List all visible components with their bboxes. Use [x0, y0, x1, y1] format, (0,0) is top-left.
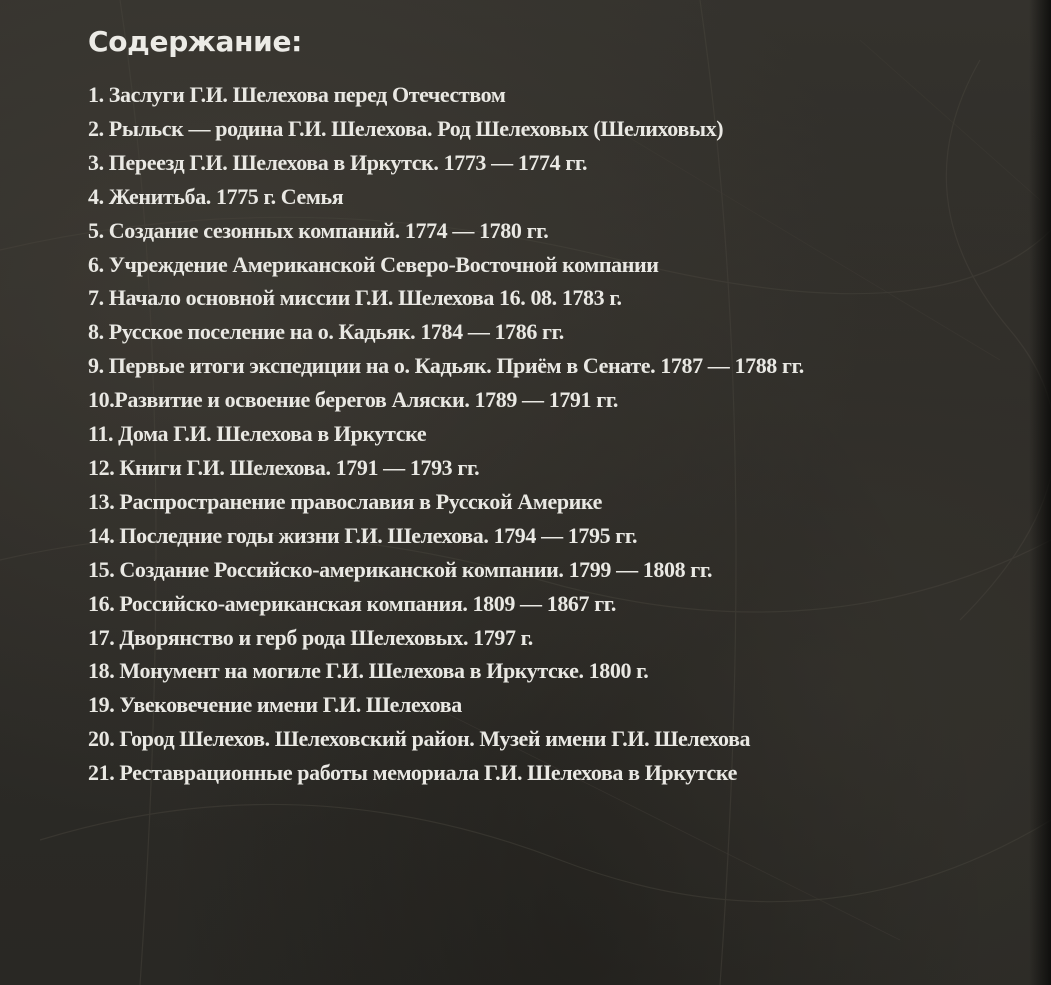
toc-item-16: 16. Российско-американская компания. 1809 — 1867 гг. [88, 590, 617, 616]
toc-item-11: 11. Дома Г.И. Шелехова в Иркутске [88, 421, 427, 447]
toc-item-20: 20. Город Шелехов. Шелеховский район. Музей имени Г.И. Шелехова [88, 726, 751, 752]
toc-item-15: 15. Создание Российско-американской компании. 1799 — 1808 гг. [88, 556, 713, 582]
toc-item-19: 19. Увековечение имени Г.И. Шелехова [88, 692, 462, 718]
toc-item-17: 17. Дворянство и герб рода Шелеховых. 1797 г. [88, 624, 533, 650]
toc-item-7: 7. Начало основной миссии Г.И. Шелехова 16. 08. 1783 г. [88, 285, 622, 311]
toc-item-10: 10.Развитие и освоение берегов Аляски. 1789 — 1791 гг. [88, 387, 619, 413]
book-edge-shadow [1029, 0, 1051, 985]
toc-item-3: 3. Переезд Г.И. Шелехова в Иркутск. 1773 — 1774 гг. [88, 149, 588, 175]
toc-item-13: 13. Распространение православия в Русской Америке [88, 488, 603, 514]
toc-item-4: 4. Женитьба. 1775 г. Семья [88, 183, 344, 209]
table-of-contents [88, 22, 1018, 790]
toc-list [88, 78, 1018, 790]
toc-item-2: 2. Рыльск — родина Г.И. Шелехова. Род Шелеховых (Шелиховых) [88, 115, 724, 141]
toc-item-14: 14. Последние годы жизни Г.И. Шелехова. 1794 — 1795 гг. [88, 522, 638, 548]
toc-heading: Содержание: [88, 25, 303, 58]
toc-item-6: 6. Учреждение Американской Северо-Восточной компании [88, 251, 659, 277]
toc-item-12: 12. Книги Г.И. Шелехова. 1791 — 1793 гг. [88, 454, 480, 480]
toc-item-5: 5. Создание сезонных компаний. 1774 — 1780 гг. [88, 217, 549, 243]
toc-item-18: 18. Монумент на могиле Г.И. Шелехова в Иркутске. 1800 г. [88, 658, 649, 684]
toc-item-1: 1. Заслуги Г.И. Шелехова перед Отечеством [88, 82, 506, 107]
toc-item-21: 21. Реставрационные работы мемориала Г.И. Шелехова в Иркутске [88, 760, 737, 786]
toc-item-9: 9. Первые итоги экспедиции на о. Кадьяк. Приём в Сенате. 1787 — 1788 гг. [88, 353, 804, 379]
toc-item-8: 8. Русское поселение на о. Кадьяк. 1784 — 1786 гг. [88, 319, 564, 345]
